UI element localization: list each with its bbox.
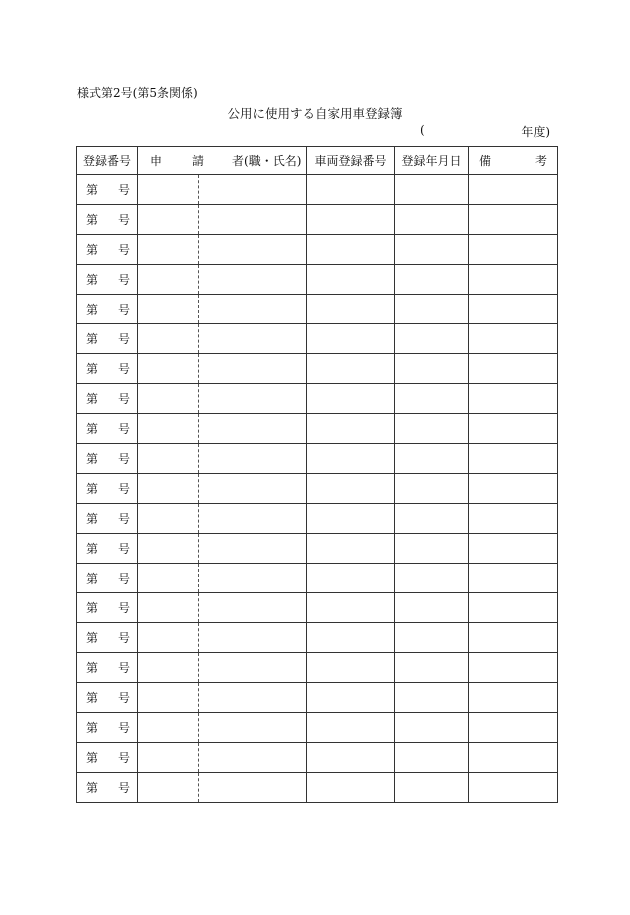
registration-date-cell[interactable] [395, 175, 469, 205]
row-suffix: 号 [118, 661, 131, 676]
vehicle-registration-number-cell[interactable] [307, 683, 395, 713]
remarks-cell[interactable] [469, 713, 558, 743]
remarks-cell[interactable] [469, 473, 558, 503]
applicant-position-cell[interactable] [138, 414, 199, 444]
applicant-position-cell[interactable] [138, 742, 199, 772]
row-suffix: 号 [118, 571, 131, 586]
registration-number-cell[interactable] [77, 772, 138, 802]
row-prefix: 第 [86, 272, 99, 287]
document-title: 公用に使用する自家用車登録簿 [227, 106, 403, 121]
row-prefix: 第 [86, 212, 99, 227]
row-prefix: 第 [86, 182, 99, 197]
vehicle-registration-number-cell[interactable] [307, 384, 395, 414]
vehicle-registration-number-cell[interactable] [307, 533, 395, 563]
applicant-position-cell[interactable] [138, 503, 199, 533]
table-row [77, 713, 558, 743]
table-header-row [77, 147, 558, 175]
table-row [77, 742, 558, 772]
applicant-name-cell[interactable] [199, 593, 307, 623]
applicant-name-cell[interactable] [199, 175, 307, 205]
registration-date-cell[interactable] [395, 473, 469, 503]
table-row [77, 533, 558, 563]
registration-date-cell[interactable] [395, 503, 469, 533]
registration-date-cell[interactable] [395, 354, 469, 384]
row-prefix: 第 [86, 451, 99, 466]
remarks-cell[interactable] [469, 294, 558, 324]
applicant-name-cell[interactable] [199, 563, 307, 593]
registration-table [76, 146, 558, 803]
vehicle-registration-number-cell[interactable] [307, 324, 395, 354]
row-prefix: 第 [86, 720, 99, 735]
table-row [77, 175, 558, 205]
applicant-position-cell[interactable] [138, 653, 199, 683]
row-suffix: 号 [118, 780, 131, 795]
registration-number-cell[interactable] [77, 414, 138, 444]
applicant-name-cell[interactable] [199, 414, 307, 444]
row-suffix: 号 [118, 332, 131, 347]
registration-date-cell[interactable] [395, 563, 469, 593]
table-row [77, 473, 558, 503]
registration-number-cell[interactable] [77, 623, 138, 653]
table-row [77, 324, 558, 354]
registration-number-cell[interactable] [77, 234, 138, 264]
registration-number-cell[interactable] [77, 294, 138, 324]
registration-date-cell[interactable] [395, 533, 469, 563]
registration-date-cell[interactable] [395, 653, 469, 683]
remarks-cell[interactable] [469, 204, 558, 234]
row-suffix: 号 [118, 362, 131, 377]
vehicle-registration-number-cell[interactable] [307, 204, 395, 234]
row-suffix: 号 [118, 631, 131, 646]
registration-date-cell[interactable] [395, 623, 469, 653]
applicant-position-cell[interactable] [138, 683, 199, 713]
table-row [77, 653, 558, 683]
table-row [77, 234, 558, 264]
table-row [77, 772, 558, 802]
row-prefix: 第 [86, 242, 99, 257]
applicant-name-cell[interactable] [199, 384, 307, 414]
table-row [77, 414, 558, 444]
row-prefix: 第 [86, 691, 99, 706]
remarks-cell[interactable] [469, 533, 558, 563]
registration-number-cell[interactable] [77, 354, 138, 384]
header-applicant [138, 147, 307, 175]
form-number: 様式第2号(第5条関係) [77, 86, 198, 100]
remarks-cell[interactable] [469, 593, 558, 623]
vehicle-registration-number-cell[interactable] [307, 444, 395, 474]
row-suffix: 号 [118, 451, 131, 466]
table-row [77, 354, 558, 384]
vehicle-registration-number-cell[interactable] [307, 294, 395, 324]
applicant-name-cell[interactable] [199, 683, 307, 713]
vehicle-registration-number-cell[interactable] [307, 264, 395, 294]
registration-number-cell[interactable] [77, 264, 138, 294]
registration-number-cell[interactable] [77, 742, 138, 772]
registration-date-cell[interactable] [395, 683, 469, 713]
registration-number-cell[interactable] [77, 204, 138, 234]
row-suffix: 号 [118, 272, 131, 287]
applicant-position-cell[interactable] [138, 772, 199, 802]
header-remarks-char-2: 考 [534, 154, 547, 168]
applicant-position-cell[interactable] [138, 204, 199, 234]
table-row [77, 623, 558, 653]
registration-number-cell[interactable] [77, 533, 138, 563]
remarks-cell[interactable] [469, 444, 558, 474]
applicant-name-cell[interactable] [199, 503, 307, 533]
registration-date-cell[interactable] [395, 742, 469, 772]
applicant-position-cell[interactable] [138, 384, 199, 414]
applicant-position-cell[interactable] [138, 593, 199, 623]
registration-date-cell[interactable] [395, 772, 469, 802]
row-prefix: 第 [86, 481, 99, 496]
registration-number-cell[interactable] [77, 653, 138, 683]
header-registration-date: 登録年月日 [395, 147, 469, 175]
applicant-position-cell[interactable] [138, 473, 199, 503]
remarks-cell[interactable] [469, 324, 558, 354]
header-applicant-rest: 者(職・氏名) [232, 154, 302, 168]
applicant-name-cell[interactable] [199, 444, 307, 474]
row-prefix: 第 [86, 661, 99, 676]
row-suffix: 号 [118, 212, 131, 227]
registration-date-cell[interactable] [395, 324, 469, 354]
vehicle-registration-number-cell[interactable] [307, 772, 395, 802]
applicant-position-cell[interactable] [138, 444, 199, 474]
registration-number-cell[interactable] [77, 175, 138, 205]
row-suffix: 号 [118, 720, 131, 735]
row-suffix: 号 [118, 541, 131, 556]
header-remarks-char-1: 備 [479, 154, 492, 168]
table-row [77, 563, 558, 593]
row-prefix: 第 [86, 422, 99, 437]
table-row [77, 683, 558, 713]
remarks-cell[interactable] [469, 354, 558, 384]
registration-date-cell[interactable] [395, 234, 469, 264]
registration-date-cell[interactable] [395, 414, 469, 444]
registration-number-cell[interactable] [77, 473, 138, 503]
row-prefix: 第 [86, 332, 99, 347]
registration-date-cell[interactable] [395, 294, 469, 324]
registration-number-cell[interactable] [77, 503, 138, 533]
applicant-position-cell[interactable] [138, 563, 199, 593]
table-row [77, 593, 558, 623]
row-suffix: 号 [118, 691, 131, 706]
row-suffix: 号 [118, 601, 131, 616]
registration-number-cell[interactable] [77, 444, 138, 474]
row-prefix: 第 [86, 511, 99, 526]
vehicle-registration-number-cell[interactable] [307, 473, 395, 503]
remarks-cell[interactable] [469, 772, 558, 802]
applicant-position-cell[interactable] [138, 234, 199, 264]
row-prefix: 第 [86, 362, 99, 377]
vehicle-registration-number-cell[interactable] [307, 593, 395, 623]
row-suffix: 号 [118, 242, 131, 257]
applicant-name-cell[interactable] [199, 742, 307, 772]
table-row [77, 444, 558, 474]
row-prefix: 第 [86, 302, 99, 317]
registration-date-cell[interactable] [395, 204, 469, 234]
remarks-cell[interactable] [469, 175, 558, 205]
remarks-cell[interactable] [469, 742, 558, 772]
row-suffix: 号 [118, 511, 131, 526]
remarks-cell[interactable] [469, 234, 558, 264]
remarks-cell[interactable] [469, 264, 558, 294]
row-prefix: 第 [86, 392, 99, 407]
row-prefix: 第 [86, 750, 99, 765]
row-suffix: 号 [118, 392, 131, 407]
vehicle-registration-number-cell[interactable] [307, 354, 395, 384]
applicant-name-cell[interactable] [199, 324, 307, 354]
applicant-name-cell[interactable] [199, 204, 307, 234]
year-open-paren: ( [420, 123, 425, 137]
row-prefix: 第 [86, 601, 99, 616]
row-prefix: 第 [86, 571, 99, 586]
applicant-name-cell[interactable] [199, 354, 307, 384]
table-row [77, 503, 558, 533]
applicant-position-cell[interactable] [138, 623, 199, 653]
applicant-name-cell[interactable] [199, 713, 307, 743]
applicant-name-cell[interactable] [199, 772, 307, 802]
remarks-cell[interactable] [469, 653, 558, 683]
vehicle-registration-number-cell[interactable] [307, 234, 395, 264]
applicant-position-cell[interactable] [138, 533, 199, 563]
remarks-cell[interactable] [469, 503, 558, 533]
vehicle-registration-number-cell[interactable] [307, 175, 395, 205]
row-suffix: 号 [118, 422, 131, 437]
applicant-position-cell[interactable] [138, 324, 199, 354]
vehicle-registration-number-cell[interactable] [307, 503, 395, 533]
applicant-name-cell[interactable] [199, 533, 307, 563]
applicant-position-cell[interactable] [138, 294, 199, 324]
row-suffix: 号 [118, 481, 131, 496]
applicant-position-cell[interactable] [138, 175, 199, 205]
remarks-cell[interactable] [469, 384, 558, 414]
row-suffix: 号 [118, 750, 131, 765]
header-registration-number: 登録番号 [77, 147, 138, 175]
table-row [77, 204, 558, 234]
vehicle-registration-number-cell[interactable] [307, 563, 395, 593]
registration-number-cell[interactable] [77, 563, 138, 593]
vehicle-registration-number-cell[interactable] [307, 713, 395, 743]
applicant-position-cell[interactable] [138, 264, 199, 294]
row-suffix: 号 [118, 182, 131, 197]
applicant-position-cell[interactable] [138, 713, 199, 743]
remarks-cell[interactable] [469, 623, 558, 653]
applicant-name-cell[interactable] [199, 623, 307, 653]
table-row [77, 264, 558, 294]
registration-number-cell[interactable] [77, 593, 138, 623]
applicant-position-cell[interactable] [138, 354, 199, 384]
registration-number-cell[interactable] [77, 683, 138, 713]
year-label: 年度) [521, 125, 550, 139]
registration-date-cell[interactable] [395, 713, 469, 743]
registration-date-cell[interactable] [395, 264, 469, 294]
registration-number-cell[interactable] [77, 384, 138, 414]
row-prefix: 第 [86, 631, 99, 646]
registration-number-cell[interactable] [77, 713, 138, 743]
row-prefix: 第 [86, 780, 99, 795]
vehicle-registration-number-cell[interactable] [307, 623, 395, 653]
applicant-name-cell[interactable] [199, 234, 307, 264]
row-suffix: 号 [118, 302, 131, 317]
applicant-name-cell[interactable] [199, 473, 307, 503]
header-applicant-char-1: 申 [150, 154, 163, 168]
vehicle-registration-number-cell[interactable] [307, 653, 395, 683]
applicant-name-cell[interactable] [199, 294, 307, 324]
row-prefix: 第 [86, 541, 99, 556]
header-remarks [469, 147, 558, 175]
applicant-name-cell[interactable] [199, 264, 307, 294]
vehicle-registration-number-cell[interactable] [307, 742, 395, 772]
registration-date-cell[interactable] [395, 384, 469, 414]
applicant-name-cell[interactable] [199, 653, 307, 683]
registration-date-cell[interactable] [395, 593, 469, 623]
remarks-cell[interactable] [469, 414, 558, 444]
registration-number-cell[interactable] [77, 324, 138, 354]
header-vehicle-registration-number: 車両登録番号 [307, 147, 395, 175]
remarks-cell[interactable] [469, 683, 558, 713]
remarks-cell[interactable] [469, 563, 558, 593]
registration-date-cell[interactable] [395, 444, 469, 474]
table-body [77, 175, 558, 803]
table-row [77, 294, 558, 324]
header-applicant-char-2: 請 [192, 154, 205, 168]
vehicle-registration-number-cell[interactable] [307, 414, 395, 444]
table-row [77, 384, 558, 414]
